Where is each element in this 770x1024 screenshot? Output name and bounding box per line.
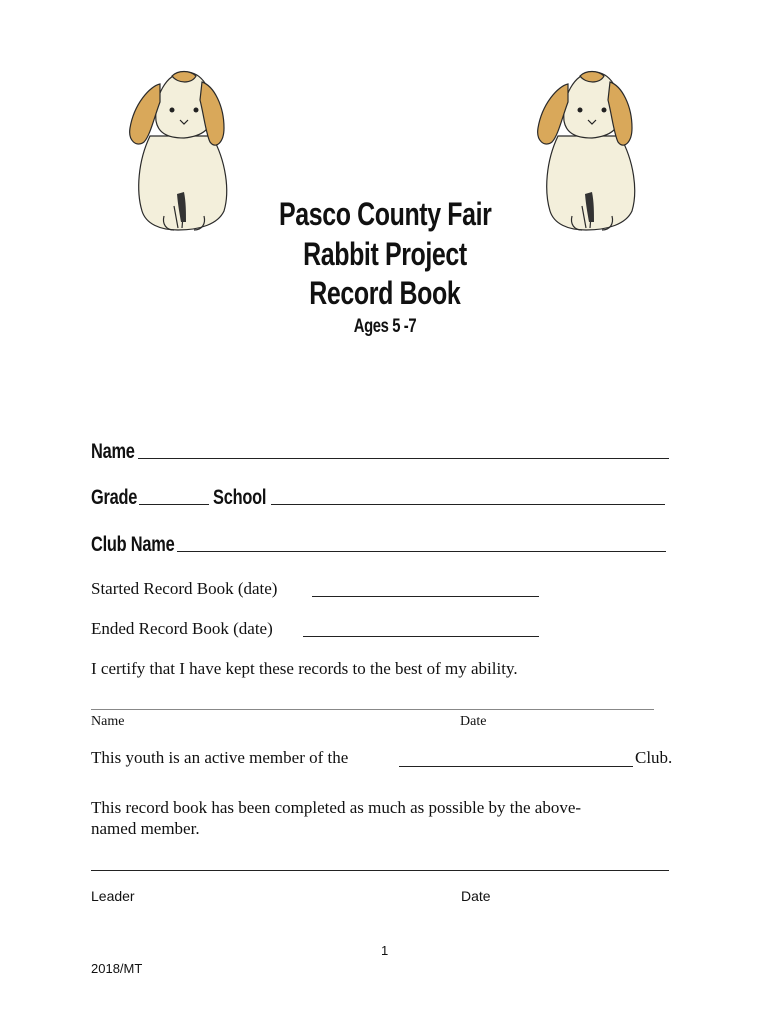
started-record-label: Started Record Book (date) (91, 579, 278, 598)
leader-caption: Leader (91, 888, 135, 904)
school-field[interactable] (271, 504, 665, 505)
title-line-3: Record Book (309, 275, 461, 311)
title-line-3-wrap (0, 275, 770, 312)
footer-code: 2018/MT (91, 961, 143, 976)
school-label: School (213, 486, 267, 509)
membership-text: This youth is an active member of the (91, 748, 349, 767)
ended-date-field[interactable] (303, 636, 539, 637)
club-name-field[interactable] (177, 551, 666, 552)
member-signature-line[interactable] (91, 709, 654, 710)
certify-statement: I certify that I have kept these records to the best of my ability. (91, 659, 518, 678)
completion-statement-line-1: This record book has been completed as much as possible by the above- (91, 798, 582, 817)
started-date-field[interactable] (312, 596, 539, 597)
grade-field[interactable] (139, 504, 209, 505)
title-line-2-wrap (0, 236, 770, 273)
title-line-1: Pasco County Fair (278, 196, 492, 232)
ages-wrap (0, 316, 770, 338)
completion-statement-line-2: named member. (91, 819, 200, 838)
page-number: 1 (381, 943, 389, 958)
ended-record-label: Ended Record Book (date) (91, 619, 273, 638)
signature-name-caption: Name (91, 714, 125, 729)
club-name-label: Club Name (91, 533, 175, 556)
title-line-2: Rabbit Project (303, 236, 467, 272)
ages-subtitle: Ages 5 -7 (353, 316, 417, 337)
name-label: Name (91, 440, 135, 463)
leader-signature-line[interactable] (91, 870, 669, 871)
club-membership-field[interactable] (399, 766, 633, 767)
name-field[interactable] (138, 458, 669, 459)
membership-club-suffix: Club. (635, 748, 673, 767)
grade-label: Grade (91, 486, 138, 509)
leader-date-caption: Date (461, 888, 491, 904)
signature-date-caption: Date (460, 714, 487, 729)
title-line-1-wrap (0, 196, 770, 233)
